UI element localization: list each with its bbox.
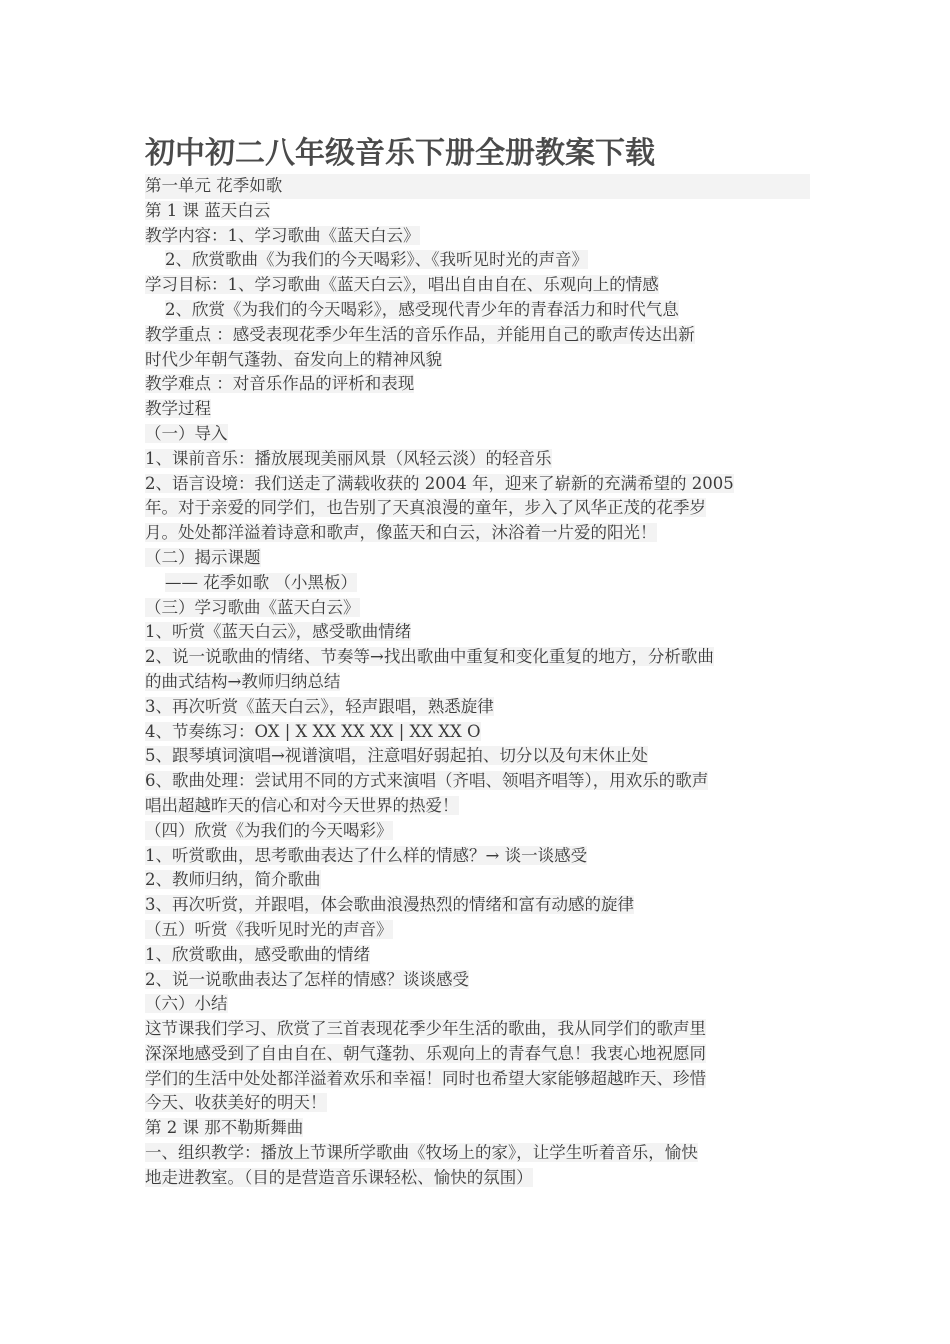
- text-line-content: 深深地感受到了自由自在、朝气蓬勃、乐观向上的青春气息！我衷心地祝愿同: [145, 1043, 706, 1063]
- text-line-content: 唱出超越昨天的信心和对今天世界的热爱！: [145, 795, 459, 815]
- text-line-content: 3、再次听赏，并跟唱，体会歌曲浪漫热烈的情绪和富有动感的旋律: [145, 895, 634, 915]
- text-line: [145, 794, 810, 819]
- text-line: [145, 224, 810, 249]
- text-line: [145, 1042, 810, 1067]
- text-line: [145, 968, 810, 993]
- text-line-content: 地走进教室。（目的是营造音乐课轻松、愉快的氛围）: [145, 1167, 533, 1187]
- document-title: 初中初二八年级音乐下册全册教案下载: [145, 136, 655, 171]
- text-line: [145, 422, 810, 447]
- text-line: [145, 571, 810, 596]
- text-line-content: 时代少年朝气蓬勃、奋发向上的精神风貌: [145, 349, 442, 369]
- text-line-content: 3、再次听赏《蓝天白云》，轻声跟唱，熟悉旋律: [145, 696, 494, 716]
- text-line: [145, 521, 810, 546]
- text-line-content: 5、跟琴填词演唱→视谱演唱，注意唱好弱起拍、切分以及句末休止处: [145, 746, 648, 766]
- text-line-content: 一、组织教学：播放上节课所学歌曲《牧场上的家》，让学生听着音乐，愉快: [145, 1143, 698, 1163]
- text-line: [145, 596, 810, 621]
- text-line-content: （五）听赏《我听见时光的声音》: [145, 919, 393, 939]
- text-line-content: 第 2 课 那不勒斯舞曲: [145, 1118, 304, 1138]
- text-line: [145, 348, 810, 373]
- text-line-content: 教学重点 ：感受表现花季少年生活的音乐作品，并能用自己的歌声传达出新: [145, 324, 695, 344]
- text-line-content: 教学内容：1、学习歌曲《蓝天白云》: [145, 225, 420, 245]
- text-line: [145, 298, 810, 323]
- text-line: [145, 943, 810, 968]
- text-line: [145, 844, 810, 869]
- text-line: [145, 819, 810, 844]
- text-line: [145, 868, 810, 893]
- text-line: [145, 397, 810, 422]
- text-line-content: 教学难点 ：对音乐作品的评析和表现: [145, 374, 415, 394]
- text-line: [145, 496, 810, 521]
- text-line-content: （二）揭示课题: [145, 547, 261, 567]
- text-line-content: 学习目标：1、学习歌曲《蓝天白云》，唱出自由自在、乐观向上的情感: [145, 275, 659, 295]
- text-line-content: 今天、收获美好的明天！: [145, 1093, 327, 1113]
- text-line: [145, 372, 810, 397]
- text-line: [145, 447, 810, 472]
- text-line: [145, 174, 810, 199]
- text-line-content: 2、教师归纳，简介歌曲: [145, 870, 321, 890]
- text-line-content: 第 1 课 蓝天白云: [145, 200, 271, 220]
- text-line: [145, 893, 810, 918]
- text-line-content: 1、听赏《蓝天白云》，感受歌曲情绪: [145, 622, 412, 642]
- text-line-content: （六）小结: [145, 994, 228, 1014]
- text-line-content: 学们的生活中处处都洋溢着欢乐和幸福！同时也希望大家能够超越昨天、珍惜: [145, 1068, 706, 1088]
- text-line: [145, 670, 810, 695]
- text-line: [145, 620, 810, 645]
- text-line-content: 2、欣赏《为我们的今天喝彩》，感受现代青少年的青春活力和时代气息: [165, 299, 679, 319]
- text-line-content: （三）学习歌曲《蓝天白云》: [145, 597, 360, 617]
- text-line: [145, 1067, 810, 1092]
- text-line: [145, 769, 810, 794]
- text-line: [145, 645, 810, 670]
- text-line-content: 1、课前音乐：播放展现美丽风景（风轻云淡）的轻音乐: [145, 448, 552, 468]
- text-line: [145, 1166, 810, 1191]
- text-line: [145, 472, 810, 497]
- text-line: [145, 199, 810, 224]
- text-line: [145, 1017, 810, 1042]
- text-line-content: 2、说一说歌曲表达了怎样的情感？谈谈感受: [145, 969, 469, 989]
- document-lines: [145, 174, 810, 1191]
- text-line: [145, 720, 810, 745]
- text-line-content: （四）欣赏《为我们的今天喝彩》: [145, 820, 393, 840]
- text-line: [145, 1091, 810, 1116]
- text-line-content: 4、节奏练习：OX | X XX XX XX | XX XX O: [145, 721, 481, 741]
- text-line-content: 这节课我们学习、欣赏了三首表现花季少年生活的歌曲，我从同学们的歌声里: [145, 1019, 706, 1039]
- text-line: [145, 273, 810, 298]
- text-line: [145, 992, 810, 1017]
- text-line: [145, 744, 810, 769]
- text-line: [145, 695, 810, 720]
- text-line: [145, 918, 810, 943]
- text-line-content: 的曲式结构→教师归纳总结: [145, 671, 341, 691]
- text-line: [145, 1141, 810, 1166]
- text-line-content: （一）导入: [145, 423, 228, 443]
- document-body: [145, 134, 810, 1191]
- text-line: [145, 323, 810, 348]
- text-line-content: 2、欣赏歌曲《为我们的今天喝彩》、《我听见时光的声音》: [165, 250, 588, 270]
- text-line-content: 2、说一说歌曲的情绪、节奏等→找出歌曲中重复和变化重复的地方，分析歌曲: [145, 647, 714, 667]
- text-line: [145, 1116, 810, 1141]
- text-line-content: 月。处处都洋溢着诗意和歌声，像蓝天和白云，沐浴着一片爱的阳光！: [145, 523, 657, 543]
- text-line-content: 教学过程: [145, 399, 211, 419]
- text-line-content: 6、歌曲处理：尝试用不同的方式来演唱（齐唱、领唱齐唱等），用欢乐的歌声: [145, 771, 709, 791]
- text-line: [145, 248, 810, 273]
- text-line-content: —— 花季如歌 （小黑板）: [165, 572, 357, 592]
- text-line-content: 1、听赏歌曲，思考歌曲表达了什么样的情感？→ 谈一谈感受: [145, 845, 588, 865]
- text-line: [145, 546, 810, 571]
- text-line-content: 年。对于亲爱的同学们，也告别了天真浪漫的童年，步入了风华正茂的花季岁: [145, 498, 706, 518]
- text-line-content: 1、欣赏歌曲，感受歌曲的情绪: [145, 944, 370, 964]
- text-line-content: 第一单元 花季如歌: [145, 176, 283, 195]
- text-line-content: 2、语言设境：我们送走了满载收获的 2004 年，迎来了崭新的充满希望的 2005: [145, 473, 734, 493]
